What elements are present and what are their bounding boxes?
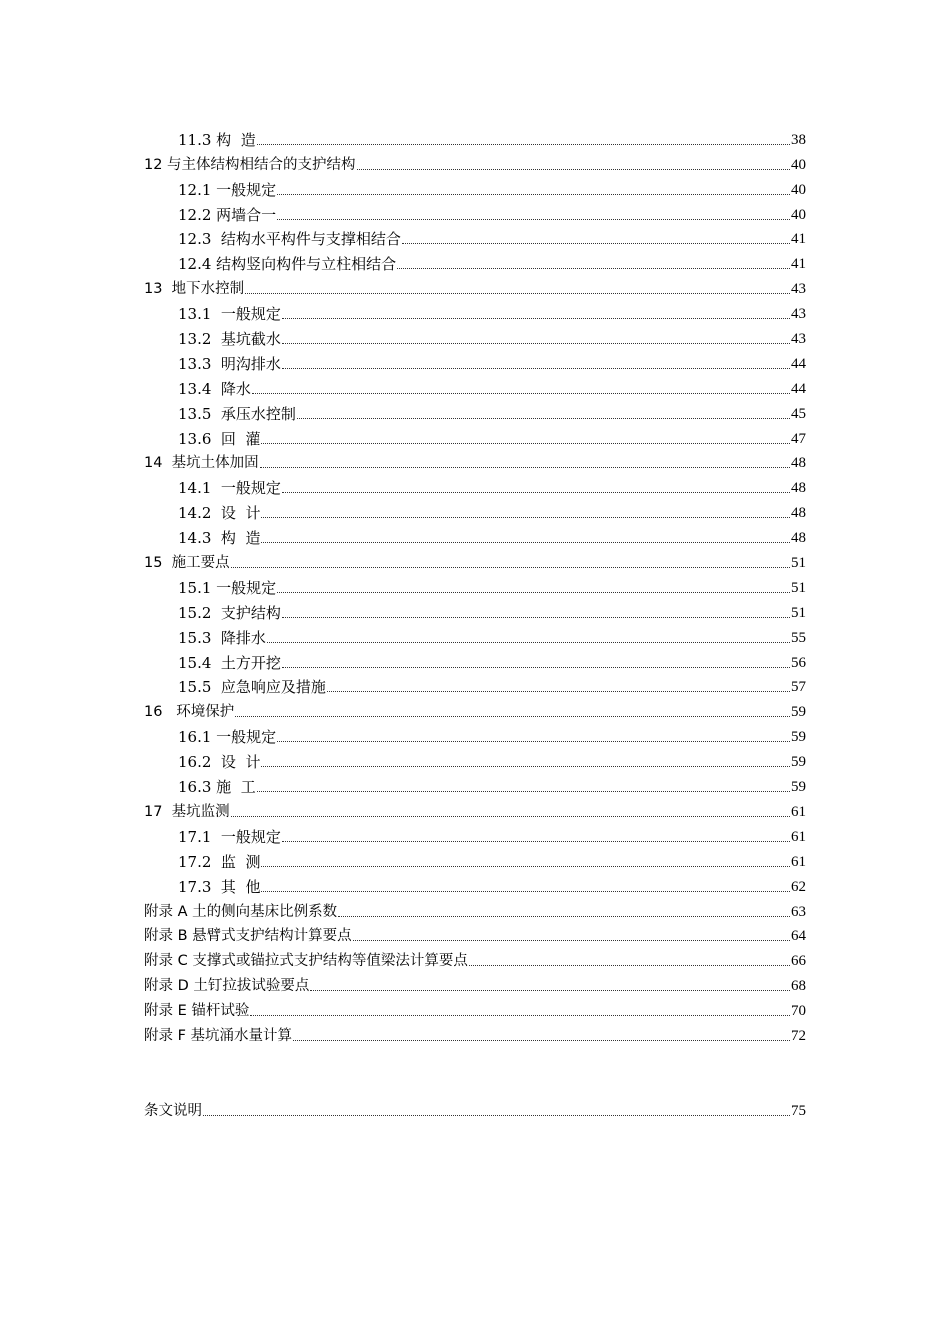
toc-entry[interactable] xyxy=(144,871,806,896)
toc-entry[interactable] xyxy=(144,945,806,970)
toc-entry-page: 75 xyxy=(791,1102,806,1119)
dot-leader xyxy=(293,1040,790,1041)
dot-leader xyxy=(257,144,790,145)
toc-entry-page: 70 xyxy=(791,1003,806,1020)
toc-entry[interactable] xyxy=(144,547,806,572)
toc-entry-title: 附录 B 悬臂式支护结构计算要点 xyxy=(144,928,352,945)
toc-entry-page: 56 xyxy=(791,654,806,671)
toc-entry[interactable] xyxy=(144,746,806,771)
toc-entry-title: 附录 F 基坑涌水量计算 xyxy=(144,1027,293,1044)
dot-leader xyxy=(282,841,790,842)
toc-entry[interactable] xyxy=(144,472,806,497)
toc-entry-page: 61 xyxy=(791,803,806,820)
toc-entry-title: 16 环境保护 xyxy=(144,704,235,721)
toc-entry-title: 14.2 设 计 xyxy=(178,504,261,523)
dot-leader xyxy=(252,393,790,394)
toc-entry[interactable] xyxy=(144,224,806,249)
toc-entry[interactable] xyxy=(144,846,806,871)
toc-entry[interactable] xyxy=(144,298,806,323)
toc-entry-title: 15 施工要点 xyxy=(144,555,230,572)
toc-entry-page: 64 xyxy=(791,928,806,945)
toc-entry[interactable] xyxy=(144,771,806,796)
toc-entry-page: 68 xyxy=(791,978,806,995)
toc-entry[interactable] xyxy=(144,124,806,149)
toc-entry-title: 附录 E 锚杆试验 xyxy=(144,1003,250,1020)
toc-entry-page: 41 xyxy=(791,256,806,273)
dot-leader xyxy=(203,1115,790,1116)
dot-leader xyxy=(282,667,790,668)
toc-entry[interactable] xyxy=(144,149,806,174)
dot-leader xyxy=(402,243,790,244)
toc-entry[interactable] xyxy=(144,672,806,697)
dot-leader xyxy=(261,542,790,543)
toc-entry-title: 15.5 应急响应及措施 xyxy=(178,678,326,697)
dot-leader xyxy=(282,343,790,344)
toc-entry-title: 15.4 土方开挖 xyxy=(178,653,281,672)
toc-entry-page: 63 xyxy=(791,903,806,920)
dot-leader xyxy=(297,418,790,419)
toc-entry-page: 62 xyxy=(791,878,806,895)
toc-entry-title: 15.3 降排水 xyxy=(178,628,266,647)
toc-entry-page: 43 xyxy=(791,281,806,298)
toc-entry-page: 44 xyxy=(791,380,806,397)
toc-entry-page: 55 xyxy=(791,629,806,646)
dot-leader xyxy=(310,990,790,991)
toc-entry-page: 43 xyxy=(791,331,806,348)
toc-entry-title: 14.1 一般规定 xyxy=(178,479,281,498)
toc-entry[interactable] xyxy=(144,796,806,821)
dot-leader xyxy=(357,169,790,170)
toc-entry-title: 14 基坑土体加固 xyxy=(144,455,259,472)
toc-entry[interactable] xyxy=(144,572,806,597)
toc-entry[interactable] xyxy=(144,995,806,1020)
toc-entry[interactable] xyxy=(144,348,806,373)
toc-entry-title: 12.4 结构竖向构件与立柱相结合 xyxy=(178,255,397,274)
dot-leader xyxy=(250,1015,790,1016)
toc-entry-title: 12.1 一般规定 xyxy=(178,180,277,199)
dot-leader xyxy=(277,194,790,195)
toc-entry[interactable] xyxy=(144,248,806,273)
toc-entry-title: 15.1 一般规定 xyxy=(178,578,277,597)
dot-leader xyxy=(338,916,790,917)
toc-entry[interactable] xyxy=(144,522,806,547)
dot-leader xyxy=(231,567,790,568)
dot-leader xyxy=(261,891,790,892)
section-spacer xyxy=(144,1045,806,1095)
toc-entry-title: 12.2 两墙合一 xyxy=(178,205,277,224)
toc-entry-page: 59 xyxy=(791,754,806,771)
toc-entry[interactable] xyxy=(144,448,806,473)
toc-entry-title: 附录 A 土的侧向基床比例系数 xyxy=(144,903,338,920)
toc-entry-title: 11.3 构 造 xyxy=(178,130,256,149)
toc-entry[interactable] xyxy=(144,323,806,348)
toc-entry[interactable] xyxy=(144,921,806,946)
toc-entry-title: 16.3 施 工 xyxy=(178,778,256,797)
toc-entry-page: 45 xyxy=(791,405,806,422)
toc-entry-page: 59 xyxy=(791,729,806,746)
toc-entry[interactable] xyxy=(144,497,806,522)
toc-entry[interactable] xyxy=(144,1020,806,1045)
toc-entry-page: 44 xyxy=(791,355,806,372)
dot-leader xyxy=(282,318,790,319)
toc-entry-page: 48 xyxy=(791,505,806,522)
toc-entry-title: 14.3 构 造 xyxy=(178,529,261,548)
dot-leader xyxy=(261,866,790,867)
dot-leader xyxy=(261,443,790,444)
toc-entry[interactable] xyxy=(144,174,806,199)
toc-entry[interactable] xyxy=(144,597,806,622)
dot-leader xyxy=(261,517,790,518)
dot-leader xyxy=(277,219,790,220)
toc-entry-page: 40 xyxy=(791,206,806,223)
toc-entry-page: 61 xyxy=(791,853,806,870)
toc-entry-title: 17.1 一般规定 xyxy=(178,827,281,846)
table-of-contents xyxy=(144,124,806,1120)
dot-leader xyxy=(327,691,790,692)
toc-entry[interactable] xyxy=(144,423,806,448)
dot-leader xyxy=(261,766,790,767)
dot-leader xyxy=(282,368,790,369)
dot-leader xyxy=(235,716,790,717)
dot-leader xyxy=(231,816,790,817)
toc-entry[interactable] xyxy=(144,273,806,298)
toc-entry-title: 附录 C 支撑式或锚拉式支护结构等值梁法计算要点 xyxy=(144,953,468,970)
toc-entry-title: 13.4 降水 xyxy=(178,379,251,398)
toc-entry-title: 12.3 结构水平构件与支撑相结合 xyxy=(178,230,401,249)
dot-leader xyxy=(267,642,790,643)
toc-entry-page: 59 xyxy=(791,779,806,796)
toc-entry-title: 13.2 基坑截水 xyxy=(178,330,281,349)
toc-entry-page: 59 xyxy=(791,704,806,721)
toc-entry-title: 13 地下水控制 xyxy=(144,281,245,298)
toc-entry-title: 13.6 回 灌 xyxy=(178,429,261,448)
dot-leader xyxy=(282,492,790,493)
toc-entry-page: 41 xyxy=(791,231,806,248)
dot-leader xyxy=(282,617,790,618)
toc-entry[interactable] xyxy=(144,398,806,423)
toc-entry-title: 17 基坑监测 xyxy=(144,803,230,820)
dot-leader xyxy=(277,592,790,593)
toc-entry[interactable] xyxy=(144,1095,806,1120)
toc-entry-page: 51 xyxy=(791,555,806,572)
toc-entry-page: 40 xyxy=(791,156,806,173)
toc-entry-title: 17.3 其 他 xyxy=(178,877,261,896)
toc-entry[interactable] xyxy=(144,896,806,921)
toc-entry-page: 47 xyxy=(791,430,806,447)
toc-entry[interactable] xyxy=(144,821,806,846)
toc-entry-page: 48 xyxy=(791,480,806,497)
toc-entry[interactable] xyxy=(144,647,806,672)
dot-leader xyxy=(277,741,790,742)
toc-entry-title: 16.1 一般规定 xyxy=(178,728,277,747)
toc-entry-page: 48 xyxy=(791,455,806,472)
toc-entry[interactable] xyxy=(144,199,806,224)
toc-entry-title: 13.3 明沟排水 xyxy=(178,354,281,373)
toc-entry-page: 51 xyxy=(791,604,806,621)
toc-entry-page: 51 xyxy=(791,579,806,596)
toc-entry-page: 61 xyxy=(791,828,806,845)
toc-entry-title: 13.5 承压水控制 xyxy=(178,404,296,423)
toc-entry[interactable] xyxy=(144,696,806,721)
toc-entry-page: 40 xyxy=(791,181,806,198)
toc-entry-page: 66 xyxy=(791,953,806,970)
toc-entry-title: 17.2 监 测 xyxy=(178,852,261,871)
toc-entry-title: 13.1 一般规定 xyxy=(178,305,281,324)
dot-leader xyxy=(260,467,790,468)
dot-leader xyxy=(469,965,790,966)
toc-entry-page: 48 xyxy=(791,530,806,547)
toc-entry[interactable] xyxy=(144,373,806,398)
toc-entry-page: 38 xyxy=(791,131,806,148)
toc-entry[interactable] xyxy=(144,622,806,647)
toc-entry-title: 附录 D 土钉拉拔试验要点 xyxy=(144,978,310,995)
toc-entry[interactable] xyxy=(144,970,806,995)
toc-entry-title: 12 与主体结构相结合的支护结构 xyxy=(144,156,356,173)
dot-leader xyxy=(397,268,790,269)
toc-entry-title: 15.2 支护结构 xyxy=(178,603,281,622)
dot-leader xyxy=(353,940,790,941)
dot-leader xyxy=(257,791,790,792)
toc-entry-page: 72 xyxy=(791,1027,806,1044)
toc-entry-page: 57 xyxy=(791,679,806,696)
dot-leader xyxy=(245,293,790,294)
toc-entry[interactable] xyxy=(144,721,806,746)
toc-entry-page: 43 xyxy=(791,306,806,323)
toc-entry-title: 16.2 设 计 xyxy=(178,753,261,772)
toc-entry-title: 条文说明 xyxy=(144,1102,202,1119)
